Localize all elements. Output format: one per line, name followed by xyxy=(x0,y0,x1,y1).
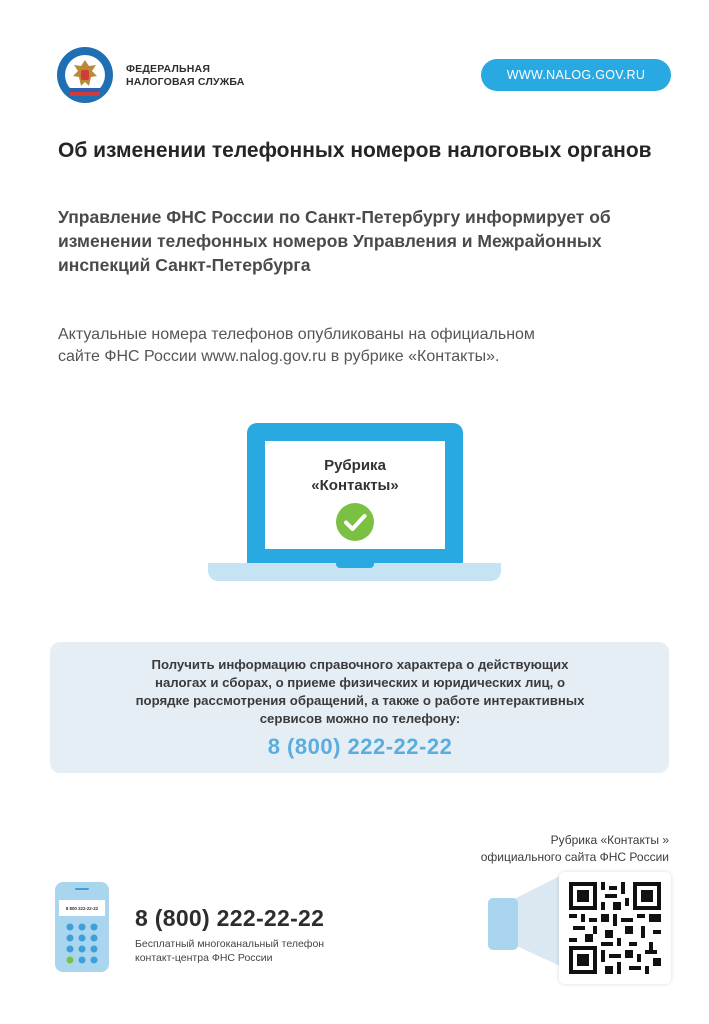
hotline-phone-number[interactable]: 8 (800) 222-22-22 xyxy=(267,734,453,759)
laptop-label-line2: «Контакты» xyxy=(311,477,399,494)
hotline-info-text xyxy=(90,656,630,728)
contact-center-phone[interactable]: 8 (800) 222-22-22 xyxy=(135,905,325,931)
page-subtitle: Управление ФНС России по Санкт-Петербургу информирует об изменении телефонных номеров Управления и Межрайонных инспекций Санкт-Петербурга xyxy=(58,207,611,275)
contact-center-desc-line1: Бесплатный многоканальный телефон xyxy=(135,938,325,950)
phone-speaker xyxy=(75,888,89,890)
laptop-label xyxy=(265,456,445,496)
qr-code-icon[interactable] xyxy=(569,882,661,974)
page-title: Об изменении телефонных номеров налоговых органов xyxy=(58,139,652,162)
qr-caption xyxy=(400,832,669,866)
org-name xyxy=(126,63,245,89)
checkmark-circle-icon xyxy=(335,502,375,542)
contact-center-desc-line2: контакт-центра ФНС России xyxy=(135,952,273,964)
phone-keypad-icon xyxy=(65,922,99,964)
qr-caption-line1: Рубрика «Контакты » xyxy=(550,833,669,847)
org-name-line2: НАЛОГОВАЯ СЛУЖБА xyxy=(126,76,245,88)
laptop-notch xyxy=(336,561,374,568)
info-paragraph xyxy=(58,324,678,368)
fns-emblem-icon xyxy=(56,46,114,104)
contact-center-description xyxy=(135,937,324,965)
org-name-line1: ФЕДЕРАЛЬНАЯ xyxy=(126,63,211,75)
scanning-phone-icon xyxy=(488,898,518,950)
info-line1: Актуальные номера телефонов опубликованы на официальном xyxy=(58,326,535,343)
phone-screen-number: 8 800 222-22-22 xyxy=(59,900,105,916)
hotline-info-line4: сервисов можно по телефону: xyxy=(259,711,461,726)
hotline-info-line2: налогах и сборах, о приеме физических и юридических лиц, о xyxy=(155,675,565,690)
hotline-info-line3: порядке рассмотрения обращений, а также о работе интерактивных xyxy=(135,693,585,708)
qr-caption-line2: официального сайта ФНС России xyxy=(480,850,669,864)
site-link-button[interactable]: WWW.NALOG.GOV.RU xyxy=(481,59,671,91)
laptop-label-line1: Рубрика xyxy=(324,457,386,474)
info-line2: сайте ФНС России www.nalog.gov.ru в рубрике «Контакты». xyxy=(58,348,500,365)
hotline-info-line1: Получить информацию справочного характера о действующих xyxy=(151,657,569,672)
